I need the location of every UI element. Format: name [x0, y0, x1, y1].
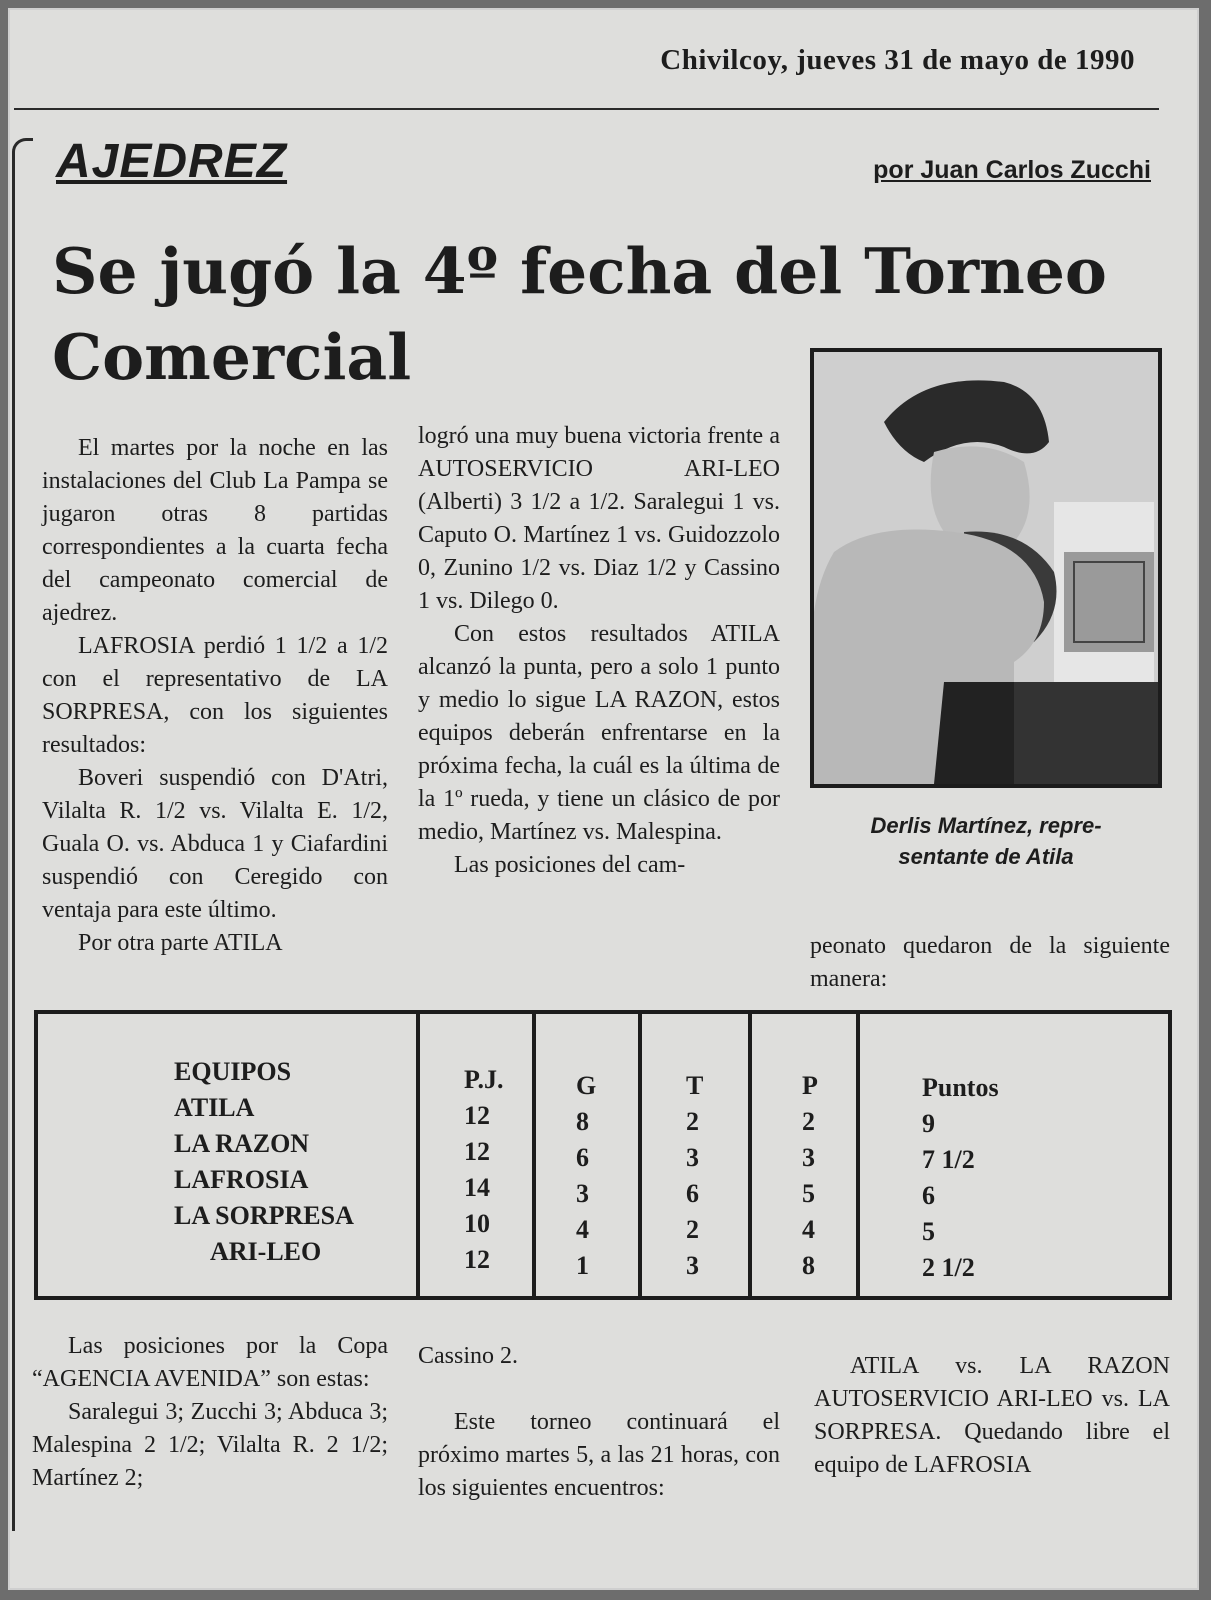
table-divider [532, 1014, 536, 1296]
paragraph: Con estos resultados ATILA alcanzó la punta, pero a solo 1 punto y medio lo sigue LA RAZON, estos equipos deberán enfrentarse en la próxima fecha, la cuál es la última de la 1º rueda, y tiene un clásico de por medio, Martínez vs. Malespina. [418, 621, 780, 845]
paragraph: Boveri suspendió con D'Atri, Vilalta R. 1/2 vs. Vilalta E. 1/2, Guala O. vs. Abduca 1 y Ciafardini suspendió con Ceregido con ventaja para este último. [42, 765, 388, 923]
header-t: T [686, 1071, 704, 1100]
p-column [802, 1068, 818, 1284]
cell-p: 5 [802, 1179, 815, 1208]
cell-t: 2 [686, 1215, 699, 1244]
team-name: LA RAZON [174, 1129, 310, 1158]
cell-p: 3 [802, 1143, 815, 1172]
cell-puntos: 7 1/2 [922, 1145, 975, 1174]
table-divider [856, 1014, 860, 1296]
cell-g: 6 [576, 1143, 589, 1172]
cell-t: 3 [686, 1143, 699, 1172]
article-column-1 [42, 432, 388, 960]
photo-caption [816, 810, 1156, 872]
cell-g: 1 [576, 1251, 589, 1280]
cell-g: 4 [576, 1215, 589, 1244]
cell-pj: 10 [464, 1209, 490, 1238]
caption-line-2: sentante de Atila [898, 844, 1074, 869]
bottom-column-2 [418, 1340, 780, 1505]
table-divider [416, 1014, 420, 1296]
paragraph: Cassino 2. [418, 1343, 519, 1369]
paragraph: peonato quedaron de la siguiente manera: [810, 933, 1170, 992]
bottom-column-1 [32, 1330, 388, 1495]
paragraph: El martes por la noche en las instalaciones del Club La Pampa se jugaron otras 8 partidas correspondientes a la cuarta fecha del campeonato comercial de ajedrez. [42, 435, 388, 626]
cell-t: 6 [686, 1179, 699, 1208]
header-p: P [802, 1071, 818, 1100]
headline-line-2: Comercial [52, 320, 412, 394]
caption-line-1: Derlis Martínez, repre- [870, 813, 1102, 838]
puntos-column [922, 1070, 999, 1286]
column-bracket [12, 138, 33, 1531]
paragraph: Este torneo continuará el próximo martes 5, a las 21 horas, con los siguientes encuentros: [418, 1409, 780, 1501]
cell-puntos: 9 [922, 1109, 935, 1138]
team-name: ARI-LEO [210, 1237, 322, 1266]
paragraph: Las posiciones por la Copa “AGENCIA AVENIDA” son estas: [32, 1333, 388, 1392]
paragraph: ATILA vs. LA RAZON AUTOSERVICIO ARI-LEO vs. LA SORPRESA. Quedando libre el equipo de LAFROSIA [814, 1353, 1170, 1478]
cell-puntos: 6 [922, 1181, 935, 1210]
t-column [686, 1068, 703, 1284]
team-name: LA SORPRESA [174, 1201, 354, 1230]
paragraph: Por otra parte ATILA [78, 930, 283, 956]
byline: por Juan Carlos Zucchi [873, 156, 1151, 184]
cell-pj: 12 [464, 1137, 490, 1166]
photo-derlis-martinez [810, 348, 1162, 788]
headline-line-1: Se jugó la 4º fecha del Torneo [52, 234, 1107, 308]
cell-p: 2 [802, 1107, 815, 1136]
cell-p: 8 [802, 1251, 815, 1280]
header-pj: P.J. [464, 1065, 504, 1094]
paragraph: Saralegui 3; Zucchi 3; Abduca 3; Malespina 2 1/2; Vilalta R. 2 1/2; Martínez 2; [32, 1399, 388, 1491]
cell-pj: 14 [464, 1173, 490, 1202]
article-column-3 [810, 930, 1170, 996]
team-column [174, 1054, 354, 1270]
cell-g: 8 [576, 1107, 589, 1136]
header-team: EQUIPOS [174, 1057, 292, 1086]
g-column [576, 1068, 596, 1284]
cell-pj: 12 [464, 1245, 490, 1274]
article-column-2 [418, 420, 780, 882]
header-g: G [576, 1071, 597, 1100]
cell-g: 3 [576, 1179, 589, 1208]
table-divider [638, 1014, 642, 1296]
paragraph: logró una muy buena victoria frente a AUTOSERVICIO ARI-LEO (Alberti) 3 1/2 a 1/2. Saralegui 1 vs. Caputo O. Martínez 1 vs. Guidozzolo 0, Zunino 1/2 vs. Diaz 1/2 y Cassino 1 vs. Dilego 0. [418, 423, 780, 614]
cell-pj: 12 [464, 1101, 490, 1130]
newspaper-page [8, 8, 1199, 1590]
section-title: AJEDREZ [56, 135, 288, 188]
cell-puntos: 2 1/2 [922, 1253, 975, 1282]
bottom-column-3 [814, 1350, 1170, 1482]
cell-t: 2 [686, 1107, 699, 1136]
cell-puntos: 5 [922, 1217, 935, 1246]
team-name: ATILA [174, 1093, 255, 1122]
table-divider [748, 1014, 752, 1296]
pj-column [464, 1062, 504, 1278]
paragraph: Las posiciones del cam- [454, 852, 686, 878]
cell-p: 4 [802, 1215, 815, 1244]
team-name: LAFROSIA [174, 1165, 309, 1194]
cell-t: 3 [686, 1251, 699, 1280]
header-rule [14, 108, 1159, 110]
dateline: Chivilcoy, jueves 31 de mayo de 1990 [660, 44, 1135, 76]
photo-illustration [814, 352, 1158, 784]
header-puntos: Puntos [922, 1073, 999, 1102]
paragraph: LAFROSIA perdió 1 1/2 a 1/2 con el representativo de LA SORPRESA, con los siguientes resultados: [42, 633, 388, 758]
standings-table [34, 1010, 1172, 1300]
